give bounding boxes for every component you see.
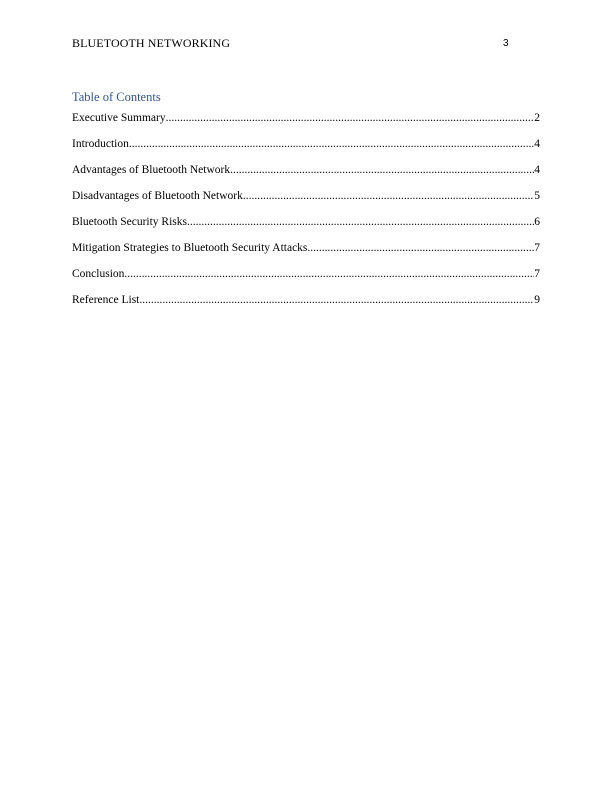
toc-dot-leader xyxy=(129,137,534,151)
toc-heading: Table of Contents xyxy=(72,90,161,104)
running-header-page-number: 3 xyxy=(503,38,509,49)
toc-entry-title: Mitigation Strategies to Bluetooth Security Attacks xyxy=(72,242,308,254)
toc-dot-leader xyxy=(124,267,534,281)
toc-entry-page: 5 xyxy=(534,190,540,202)
toc-dot-leader xyxy=(243,189,534,203)
toc-entry-title: Executive Summary xyxy=(72,112,166,124)
toc-entry-page: 6 xyxy=(534,216,540,228)
toc-entry-disadvantages[interactable] xyxy=(72,189,540,215)
toc-entry-executive-summary[interactable] xyxy=(72,111,540,137)
running-header-title: BLUETOOTH NETWORKING xyxy=(72,36,231,50)
toc-entry-advantages[interactable] xyxy=(72,163,540,189)
toc-entry-page: 2 xyxy=(534,112,540,124)
toc-entry-title: Reference List xyxy=(72,294,140,306)
toc-entry-mitigation-strategies[interactable] xyxy=(72,241,540,267)
toc-entry-conclusion[interactable] xyxy=(72,267,540,293)
toc-dot-leader xyxy=(166,111,535,125)
table-of-contents xyxy=(72,111,540,319)
toc-entry-page: 9 xyxy=(534,294,540,306)
toc-entry-title: Advantages of Bluetooth Network xyxy=(72,164,231,176)
toc-entry-title: Disadvantages of Bluetooth Network xyxy=(72,190,243,202)
toc-entry-page: 7 xyxy=(534,268,540,280)
toc-entry-page: 4 xyxy=(534,138,540,150)
toc-dot-leader xyxy=(139,293,534,307)
toc-entry-introduction[interactable] xyxy=(72,137,540,163)
toc-dot-leader xyxy=(187,215,534,229)
toc-entry-page: 7 xyxy=(534,242,540,254)
toc-dot-leader xyxy=(230,163,534,177)
toc-entry-title: Bluetooth Security Risks xyxy=(72,216,187,228)
toc-dot-leader xyxy=(307,241,534,255)
toc-entry-title: Introduction xyxy=(72,138,129,150)
toc-entry-title: Conclusion xyxy=(72,268,125,280)
toc-entry-reference-list[interactable] xyxy=(72,293,540,319)
toc-entry-page: 4 xyxy=(534,164,540,176)
toc-entry-security-risks[interactable] xyxy=(72,215,540,241)
